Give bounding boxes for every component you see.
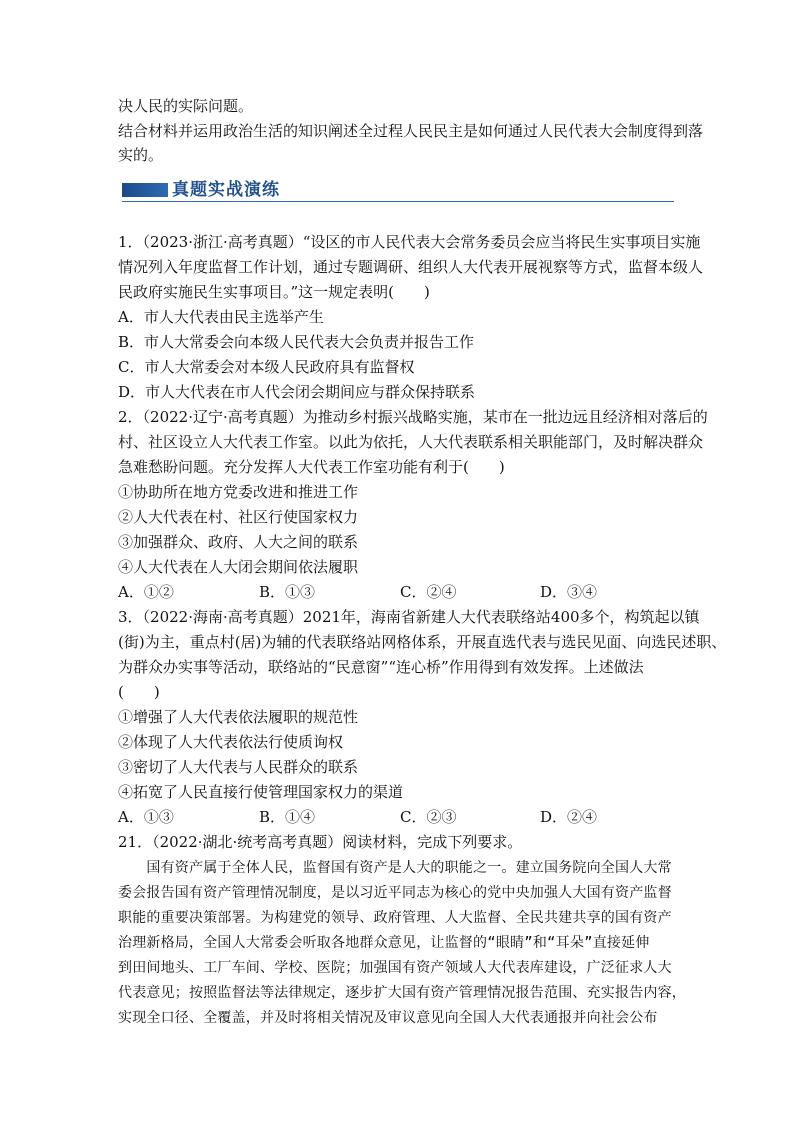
q2-item-2: ②人大代表在村、社区行使国家权力	[118, 508, 359, 526]
q3-choice-d: D．②④	[540, 808, 598, 826]
q21-material-7: 实现全口径、全覆盖，并及时将相关情况及审议意见向全国人大代表通报并向社会公布	[118, 1010, 658, 1026]
q2-item-3: ③加强群众、政府、人大之间的联系	[118, 533, 359, 551]
q3-line-1: 3．（2022·海南·高考真题）2021年，海南省新建人大代表联络站400多个，构筑起以镇	[118, 608, 700, 626]
q2-choice-b: B．①③	[259, 583, 316, 601]
intro-line-3: 实的。	[118, 146, 164, 164]
q1-option-c: C．市人大常委会对本级人民政府具有监督权	[118, 358, 415, 376]
section-banner	[118, 176, 674, 204]
q1-option-b: B．市人大常委会向本级人民代表大会负责并报告工作	[118, 333, 475, 351]
q3-item-2: ②体现了人大代表依法行使质询权	[118, 733, 344, 751]
q2-item-4: ④人大代表在人大闭会期间依法履职	[118, 558, 359, 576]
q3-line-3: 为群众办实事等活动，联络站的“民意窗”“连心桥”作用得到有效发挥。上述做法	[118, 658, 644, 676]
q21-material-6: 代表意见；按照监督法等法律规定，逐步扩大国有资产管理情况报告范围、充实报告内容，	[118, 985, 686, 1001]
q1-line-1: 1．（2023·浙江·高考真题）“设区的市人民代表大会常务委员会应当将民生实事项目实施	[118, 233, 701, 251]
banner-bar	[122, 183, 168, 197]
intro-line-1: 决人民的实际问题。	[118, 97, 254, 115]
q21-material-2: 委会报告国有资产管理情况制度，是以习近平同志为核心的党中央加强人大国有资产监督	[118, 885, 672, 901]
q1-line-2: 情况列入年度监督工作计划，通过专题调研、组织人大代表开展视察等方式，监督本级人	[118, 258, 704, 276]
q2-choice-d: D．③④	[540, 583, 598, 601]
banner-rule	[122, 201, 674, 202]
q1-option-a: A．市人大代表由民主选举产生	[118, 308, 324, 326]
q3-line-2: (街)为主，重点村(居)为辅的代表联络站网格体系，开展直选代表与选民见面、向选民述职、	[118, 633, 727, 651]
intro-line-2: 结合材料并运用政治生活的知识阐述全过程人民民主是如何通过人民代表大会制度得到落	[118, 122, 704, 140]
q21-material-3: 职能的重要决策部署。为构建党的领导、政府管理、人大监督、全民共建共享的国有资产	[118, 910, 672, 926]
q21-material-1: 国有资产属于全体人民，监督国有资产是人大的职能之一。建立国务院向全国人大常	[118, 860, 672, 876]
q2-line-3: 急难愁盼问题。充分发挥人大代表工作室功能有利于( )	[118, 458, 505, 476]
q3-item-3: ③密切了人大代表与人民群众的联系	[118, 758, 359, 776]
q2-line-1: 2．（2022·辽宁·高考真题）为推动乡村振兴战略实施，某市在一批边远且经济相对落后的	[118, 408, 708, 426]
q1-line-3: 民政府实施民生实事项目。”这一规定表明( )	[118, 283, 430, 301]
q2-line-2: 村、社区设立人大代表工作室。以此为依托，人大代表联系相关职能部门，及时解决群众	[118, 433, 704, 451]
q3-item-4: ④拓宽了人民直接行使管理国家权力的渠道	[118, 783, 404, 801]
q3-choice-c: C．②③	[400, 808, 457, 826]
q3-choice-a: A．①③	[118, 808, 174, 826]
q3-item-1: ①增强了人大代表依法履职的规范性	[118, 708, 359, 726]
q21-material-4: 治理新格局，全国人大常委会听取各地群众意见，让监督的“眼睛”和“耳朵”直接延伸	[118, 935, 650, 951]
q3-choice-b: B．①④	[259, 808, 316, 826]
q2-item-1: ①协助所在地方党委改进和推进工作	[118, 483, 359, 501]
section-title: 真题实战演练	[172, 180, 280, 200]
q2-choice-a: A．①②	[118, 583, 174, 601]
q21-material-5: 到田间地头、工厂车间、学校、医院；加强国有资产领域人大代表库建设，广泛征求人大	[118, 960, 672, 976]
q21-line-1: 21．（2022·湖北·统考高考真题）阅读材料，完成下列要求。	[118, 833, 523, 851]
q2-choice-c: C．②④	[400, 583, 457, 601]
q3-line-4: ( )	[118, 683, 160, 701]
q1-option-d: D．市人大代表在市人代会闭会期间应与群众保持联系	[118, 383, 476, 401]
